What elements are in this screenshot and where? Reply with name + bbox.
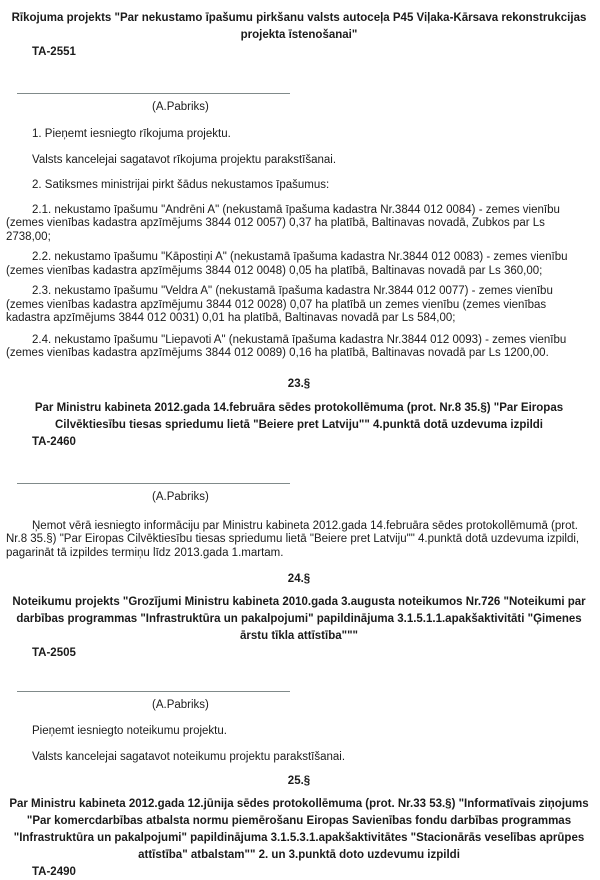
section-title: Par Ministru kabineta 2012.gada 12.jūnija sēdes protokollēmuma (prot. Nr.33 53.§) "Informatīvais ziņojums "Par komercdarbības atbalsta normu piemērošanu Eiropas Savienības fondu darbības programmas "Infrastruktūra un pakalpojumi" papildinājuma 3.1.5.3.1.apakšaktivitātes "Stacionārās veselības aprūpes attīstība" atbalstam"" 2. un 3.punktā doto uzdevumu izpildi [9,798,589,861]
document-title: Rīkojuma projekts "Par nekustamo īpašumu pirkšanu valsts autoceļa P45 Viļaka-Kārsava rekonstrukcijas projekta īstenošanai" [11,12,587,41]
paragraph: Valsts kancelejai sagatavot noteikumu projektu parakstīšanai. [32,750,346,763]
paragraph: Ņemot vērā iesniegto informāciju par Ministru kabineta 2012.gada 14.februāra sēdes protokollēmumā (prot. Nr.8 35.§) "Par Eiropas Cilvēktiesību tiesas spriedumu lietā "Beiere pret Latviju"" 4.punktā dotā uzdevuma izpildi, pagarināt tā izpildes termiņu līdz 2013.gada 1.martam. [6,519,580,559]
signature-line [17,483,290,484]
signature-line [17,691,290,692]
signatory-name: (A.Pabriks) [152,698,209,711]
signature-block [6,691,592,713]
paragraph: Valsts kancelejai sagatavot rīkojuma projektu parakstīšanai. [32,153,337,166]
signature-line [17,93,290,94]
paragraph: 2.2. nekustamo īpašumu "Kāpostiņi A" (nekustamā īpašuma kadastra Nr.3844 012 0083) - zemes vienību (zemes vienības kadastra apzīmējums 3844 012 0048) 0,05 ha platībā, Baltinavas novadā par Ls 360,00; [6,251,568,277]
section-title: Par Ministru kabineta 2012.gada 14.februāra sēdes protokollēmuma (prot. Nr.8 35.§) "Par Eiropas Cilvēktiesību tiesas spriedumu lietā "Beiere pret Latviju"" 4.punktā dotā uzdevuma izpildi [34,401,564,431]
signature-block [6,93,592,115]
ta-number: TA-2551 [32,46,76,58]
section-mark: 23.§ [287,377,311,390]
section-mark: 25.§ [287,775,311,787]
paragraph: 2. Satiksmes ministrijai pirkt šādus nekustamos īpašumus: [32,179,330,191]
signatory-name: (A.Pabriks) [152,100,209,113]
paragraph: 2.4. nekustamo īpašumu "Liepavoti A" (nekustamā īpašuma kadastra Nr.3844 012 0093) - zemes vienību (zemes vienības kadastra apzīmējums 3844 012 0089) 0,16 ha platībā, Baltinavas novadā par Ls 1200,00. [6,333,567,359]
paragraph: 2.3. nekustamo īpašumu "Veldra A" (nekustamā īpašuma kadastra Nr.3844 012 0077) - zemes vienību (zemes vienības kadastra apzīmējumu 3844 012 0028) 0,07 ha platībā un zemes vienību (zemes vienības kadastra apzīmējums 3844 012 0031) 0,01 ha platībā, Baltinavas novadā par Ls 584,00; [6,285,553,324]
paragraph: Pieņemt iesniegto noteikumu projektu. [32,725,227,737]
ta-number: TA-2490 [32,866,76,878]
section-title: Noteikumu projekts "Grozījumi Ministru kabineta 2010.gada 3.augusta noteikumos Nr.726 "Noteikumi par darbības programmas "Infrastruktūra un pakalpojumi" papildinājuma 3.1.5.1.1.apakšaktivitāti "Ģimenes ārstu tīkla attīstība""" [12,596,586,642]
signatory-name: (A.Pabriks) [152,491,209,503]
paragraph: 2.1. nekustamo īpašumu "Andrēni A" (nekustamā īpašuma kadastra Nr.3844 012 0084) - zemes vienību (zemes vienības kadastra apzīmējums 3844 012 0057) 0,37 ha platībā, Baltinavas novadā, Zubkos par Ls 2738,00; [6,203,560,243]
ta-number: TA-2505 [32,647,76,659]
paragraph: 1. Pieņemt iesniegto rīkojuma projektu. [32,128,231,140]
signature-block [6,483,592,505]
ta-number: TA-2460 [32,435,76,448]
section-mark: 24.§ [287,573,311,585]
